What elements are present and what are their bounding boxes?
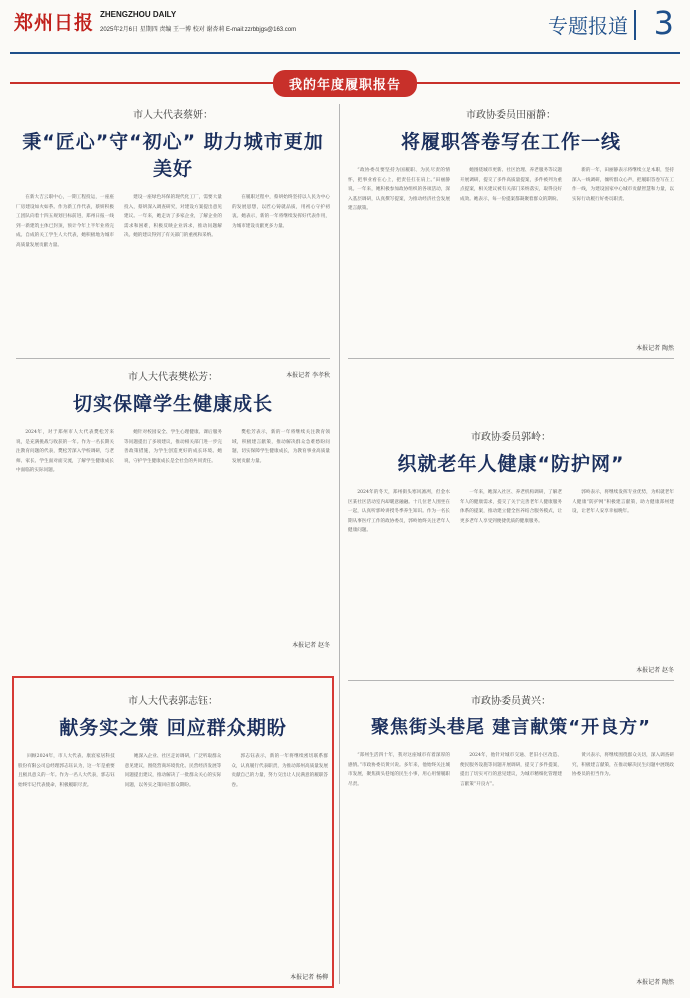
- rep-name: 市人大代表郭志钰：: [128, 696, 218, 707]
- body-column: [124, 428, 222, 638]
- article-headline: 秉“匠心”守“初心” 助力城市更加美好: [22, 131, 324, 180]
- body-column: [231, 752, 328, 970]
- row-divider: [16, 358, 330, 359]
- article-byline: 本报记者 赵冬: [292, 642, 330, 649]
- paragraph: 在履职过程中，蔡妍始终坚持以人民为中心的发展思想，以匠心铸就品质，用初心守护初衷。她表示，新的一年将继续发挥好代表作用，为城市建设贡献更多力量。: [232, 195, 330, 229]
- article-guozhiyu: [18, 690, 328, 980]
- rep-name: 市政协委员田丽静：: [466, 110, 556, 121]
- paragraph: 2024年，他针对城市交通、老旧小区改造、便民服务设施等问题开展调研，提交了多件提案，提出了切实可行的意见建议，为城市精细化管理建言献策“开良方”。: [460, 753, 562, 787]
- body-column: [572, 751, 674, 975]
- article-tianlijing: [348, 104, 674, 354]
- row-divider: [348, 358, 674, 359]
- page-number: 3: [653, 4, 674, 42]
- body-column: [125, 752, 222, 970]
- body-column: [348, 488, 450, 663]
- paragraph: “郑州生活四十年，我对这座城市有着深厚的感情。”市政协委员黄兴说。多年来，他始终关注城市发展，聚焦街头巷尾的民生小事，用心用情履职尽责。: [348, 753, 450, 787]
- section-banner: [10, 70, 680, 96]
- paragraph: 在新大吉云职中心，一期工程投运，一座座厂房建设如火如荼。作为新工作代表，蔡妍积极工团队向着十四五规划目标前进，郑州日报一线到一新建筑主体已封顶，预计今年上半年业将完成。自成的关工学生人大代表，她积极地为城市高质量发展贡献力量。: [16, 195, 114, 248]
- paragraph: “政协委员要坚持为国履职、为民尽责的情怀，把事业看在心上，把责任扛在肩上。”田丽静说。一年来，她积极参加政协组织的各项活动，深入基层调研，认真撰写提案，为推动经济社会发展建言献策。: [348, 168, 450, 212]
- article-byline: 本报记者 赵冬: [636, 667, 674, 674]
- paragraph: 樊松芳表示，新的一年将继续关注教育领域，积极建言献策，推动解决群众急难愁盼问题，切实保障学生健康成长，为教育事业高质量发展贡献力量。: [232, 430, 330, 464]
- masthead-rule: [10, 52, 680, 54]
- masthead: [10, 4, 680, 52]
- article-body: [348, 166, 674, 341]
- body-column: [348, 166, 450, 341]
- body-column: [460, 488, 562, 663]
- issue-info: 2025年2月6日 星期四 责编 王一博 校对 谢杏莉 E-mail:zzrbbjgs@163.com: [100, 27, 297, 33]
- paragraph: 她深入企业、社区走访调研，广泛听取群众意见建议，围绕营商环境优化、民营经济发展等问题提出建议，推动解决了一批群众关心的实际问题，以务实之策回应群众期盼。: [124, 754, 222, 788]
- paragraph: 郭岭表示，将继续发挥专业优势，为织就老年人健康“防护网”积极建言献策，助力健康郑州建设，让老年人安享幸福晚年。: [572, 490, 674, 515]
- body-column: [16, 428, 114, 638]
- paragraph: 新的一年，田丽静表示将继续立足本职，坚持深入一线调研，倾听群众心声，把履职答卷写在工作一线，为建设国家中心城市贡献智慧和力量，以实际行动履行好委员职责。: [572, 168, 674, 202]
- article-headline: 织就老年人健康“防护网”: [397, 453, 625, 475]
- body-column: [460, 751, 562, 975]
- article-byline: 本报记者 陶然: [636, 345, 674, 352]
- paragraph: 2024年，对于郑州市人大代表樊松芳来说，是充满挑战与收获的一年。作为一名长期关注教育问题的代表，樊松芳深入学校调研，与老师、家长、学生面对面交流，了解学生健康成长中面临的实际问题。: [16, 430, 114, 474]
- column-divider: [339, 104, 340, 984]
- body-column: [18, 752, 115, 970]
- article-body: [348, 751, 674, 975]
- article-body: [18, 752, 328, 970]
- newspaper-logo: 郑州日报: [14, 12, 95, 34]
- newspaper-name-en: ZHENGZHOU DAILY: [100, 10, 177, 19]
- paragraph: 2024年的冬天，郑州街头寒风凛冽，但金水区某社区活动室内却暖意融融。十几位老人围坐在一起，认真听郭岭讲授冬季养生知识。作为一名长期从事医疗工作的政协委员，郭岭始终关注老年人健康问题。: [348, 490, 450, 534]
- article-body: [348, 488, 674, 663]
- page-number-bar: [634, 10, 636, 40]
- body-column: [16, 193, 114, 368]
- article-headline: 献务实之策 回应群众期盼: [59, 717, 287, 739]
- row-divider: [348, 680, 674, 681]
- paragraph: 郭志钰表示，新的一年将继续密切联系群众，认真履行代表职责，为推动郑州高质量发展贡献自己的力量，努力交出让人民满意的履职答卷。: [231, 754, 329, 788]
- article-byline: 本报记者 李孝秋: [286, 372, 330, 379]
- body-column: [348, 751, 450, 975]
- article-huangxing: [348, 690, 674, 986]
- paragraph: 她围绕城市更新、社区治理、养老服务等议题开展调研，提交了多件高质量提案，多件被列为重点提案，相关建议被有关部门采纳落实，取得良好成效。她表示，每一份提案都凝聚着群众的期盼。: [460, 168, 562, 202]
- article-headline: 聚焦街头巷尾 建言献策“开良方”: [371, 717, 651, 738]
- body-column: [460, 166, 562, 341]
- body-column: [232, 428, 330, 638]
- rep-name: 市人大代表樊松芳：: [128, 372, 218, 383]
- article-guoling: [348, 426, 674, 674]
- body-column: [232, 193, 330, 368]
- paragraph: 建设一座绿色环保的现代化工厂，需要大量投入，蔡妍深入调查研究，对建设方案提出意见建议。一年来，她走访了多家企业，了解企业的需求和困难，积极反映企业诉求，推动问题解决。她的建议得到了有关部门的重视和采纳。: [124, 195, 222, 239]
- paragraph: 她针对校园安全、学生心理健康、课后服务等问题提出了多项建议，推动相关部门进一步完善政策措施，为学生创造更好的成长环境。她说，守护学生健康成长是全社会的共同责任。: [124, 430, 222, 464]
- paragraph: 回顾2024年，市人大代表、康宸家居科技股份有限公司总经理郭志钰认为，这一年是重要且极具意义的一年。作为一名人大代表，郭志钰始终牢记代表使命，积极履职尽责。: [18, 754, 115, 788]
- article-fansongfang: [16, 366, 330, 650]
- paragraph: 黄兴表示，将继续围绕群众关切，深入调查研究，积极建言献策，在推动解决民生问题中展现政协委员的担当作为。: [572, 753, 674, 778]
- article-body: [16, 193, 330, 368]
- article-body: [16, 428, 330, 638]
- body-column: [572, 488, 674, 663]
- body-column: [124, 193, 222, 368]
- body-column: [572, 166, 674, 341]
- rep-name: 市政协委员郭岭：: [471, 432, 551, 443]
- article-headline: 切实保障学生健康成长: [72, 393, 273, 415]
- article-headline: 将履职答卷写在工作一线: [400, 131, 621, 153]
- paragraph: 一年来，她深入社区、养老机构调研，了解老年人的健康需求，提交了关于完善老年人健康服务体系的提案，推动建立健全医养结合服务模式，让更多老年人享受到便捷优质的健康服务。: [460, 490, 562, 524]
- section-title: 专题报道: [548, 14, 628, 38]
- rep-name: 市政协委员黄兴：: [471, 696, 551, 707]
- banner-label: 我的年度履职报告: [273, 70, 417, 97]
- article-byline: 本报记者 杨柳: [290, 974, 328, 981]
- article-byline: 本报记者 陶然: [636, 979, 674, 986]
- rep-name: 市人大代表蔡妍：: [133, 110, 213, 121]
